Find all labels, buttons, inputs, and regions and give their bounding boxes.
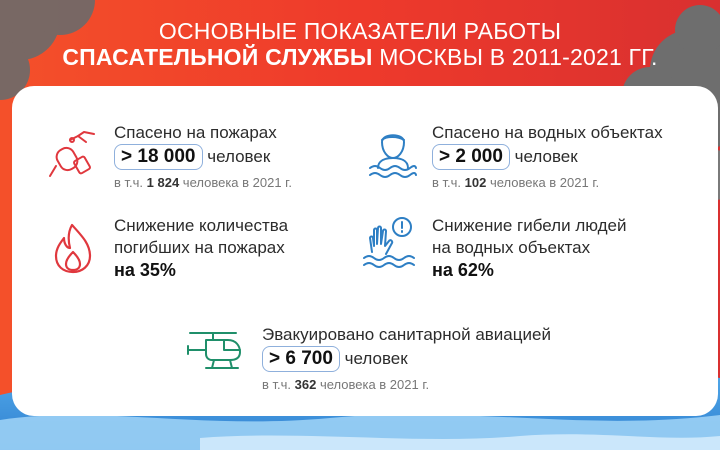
page-title-emphasis: СПАСАТЕЛЬНОЙ СЛУЖБЫ [62, 44, 373, 70]
hand-in-water-alert-icon [362, 216, 418, 272]
water-deaths-line1: Снижение гибели людей [432, 216, 627, 235]
helicopter-icon [186, 330, 244, 372]
water-deaths-value: на 62% [432, 260, 494, 280]
page-title-line1: ОСНОВНЫЕ ПОКАЗАТЕЛИ РАБОТЫ [158, 18, 562, 44]
air-evac-block [262, 324, 551, 396]
water-saved-note: в т.ч. 102 человека в 2021 г. [432, 175, 600, 190]
fires-saved-note: в т.ч. 1 824 человека в 2021 г. [114, 175, 292, 190]
air-evac-value: > 6 700 [262, 346, 340, 372]
fires-saved-suffix: человек [202, 147, 271, 166]
water-saved-suffix: человек [509, 147, 578, 166]
water-deaths-line2: на водных объектах [432, 238, 591, 257]
fire-deaths-block [114, 215, 288, 281]
page-title-rest: МОСКВЫ В 2011-2021 ГГ. [372, 44, 658, 70]
flame-icon [52, 222, 94, 274]
air-evac-note: в т.ч. 362 человека в 2021 г. [262, 377, 430, 392]
drowning-person-icon [368, 128, 418, 180]
water-saved-label: Спасено на водных объектах [432, 123, 663, 142]
page-title-line2 [0, 44, 720, 71]
air-evac-suffix: человек [339, 349, 408, 368]
fires-saved-label: Спасено на пожарах [114, 123, 277, 142]
fires-saved-value: > 18 000 [114, 144, 203, 170]
fires-saved-block [114, 122, 292, 194]
water-saved-block [432, 122, 663, 194]
fire-deaths-value: на 35% [114, 260, 176, 280]
fire-deaths-line1: Снижение количества [114, 216, 289, 235]
air-evac-label: Эвакуировано санитарной авиацией [262, 325, 551, 344]
fire-extinguisher-icon [48, 130, 106, 180]
water-saved-value: > 2 000 [432, 144, 510, 170]
water-deaths-block [432, 215, 627, 281]
fire-deaths-line2: погибших на пожарах [114, 238, 285, 257]
